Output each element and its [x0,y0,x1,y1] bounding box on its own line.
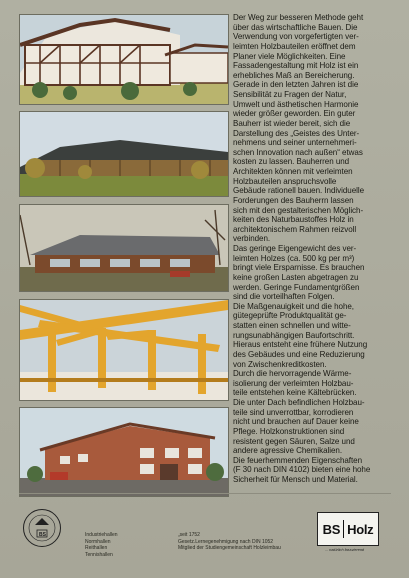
photo-timber-frame [19,299,229,401]
body-line: Darstellung des „Geistes des Unter- [233,128,360,138]
footer-divider [19,493,391,494]
body-line: leimten Holzbauteilen eröffnet dem [233,41,356,51]
product-item: Tennishallen [85,551,113,558]
body-line: Architekten können mit verleimten [233,167,353,176]
body-line: isolierung der verleimten Holzbau- [233,378,354,388]
logo-tagline: ... natürlich fassvierend [325,548,365,552]
body-line: (F 30 nach DIN 4102) bieten eine hohe [233,465,371,475]
body-line: Hieraus entsteht eine frühere Nutzung [233,340,368,350]
body-line: statten einen schnellen und witte- [233,321,351,330]
logo-separator [343,520,344,538]
body-line: gütegeprüfte Produktqualität ge- [233,311,347,321]
body-line: Das geringe Eigengewicht des ver- [233,244,357,253]
body-line: Gebäude rationell bauen. Individuelle [233,186,365,196]
body-line: Holzbauteilen anspruchsvolle [233,176,337,186]
body-line: keine großen Lasten abgetragen zu [233,272,359,282]
product-item: Reithallen [85,545,108,552]
body-line: resistent gegen Säuren, Salze und [233,436,355,446]
body-line: teile entstehen keine Kältebrücken. [233,388,357,398]
logo-right-text: Holz [347,521,374,537]
body-line: nicht und brauchen auf Dauer keine [233,417,359,427]
body-line: Durch die hervorragende Wärme- [233,369,352,379]
product-item: Normhallen [85,538,111,545]
svg-text:BS: BS [39,532,46,538]
body-line: Verwendung von vorgefertigten ver- [233,32,359,42]
photo-wood-hall [19,111,229,197]
body-line: keiten des Naturbaustoffes Holz in [233,215,354,225]
info-line: „seit 1752 [178,532,200,538]
body-line: Fassadengestaltung mit Holz ist ein [233,61,359,71]
body-line: Forderungen des Bauherrn lassen [233,195,354,205]
body-line: von Zwischenkreditkosten. [233,359,327,369]
body-line: teile sind unverrottbar, korrodieren [233,407,354,417]
body-line: rungsunabhängigen Baufortschritt. [233,330,355,340]
body-line: Die Maßgenauigkeit und die hohe, [233,301,354,311]
body-line: Die unter Dach befindlichen Holzbau- [233,398,365,407]
body-line: Bauherr ist wieder bereit, sich die [233,118,351,128]
body-line: Die feuerhemmenden Eigenschaften [233,455,363,465]
body-line: Der Weg zur besseren Methode geht [233,13,364,22]
body-line: bringt viele Ersparnisse. Es brauchen [233,263,365,273]
body-line: werden. Geringe Fundamentgrößen [233,282,360,292]
body-line: Pflege. Holzkonstruktionen sind [233,426,345,436]
body-line: nehmens und seiner unternehmeri- [233,138,357,148]
body-line: erhebliches Maß an Bereicherung. [233,70,355,80]
body-line: andere agressive Chemikalien. [233,446,343,456]
body-line: Planer viele Möglichkeiten. Eine [233,51,346,61]
body-line: verbinden. [233,234,271,244]
body-line: sich mit den gestalterischen Möglich- [233,205,364,215]
logo-left-text: BS [322,521,341,537]
body-text [233,13,403,485]
body-line: sind die vorteilhaften Folgen. [233,292,335,302]
body-line: des Gebäudes und eine Reduzierung [233,349,365,359]
photo-brick-building [19,407,229,497]
body-line: Sensibilität zu Fragen der Natur, [233,90,347,99]
body-line: architektonischem Rahmen reizvoll [233,224,357,234]
photo-timber-house [19,14,229,105]
quality-seal [22,508,62,548]
company-logo [317,512,379,546]
body-line: Sicherheit für Mensch und Material. [233,475,358,484]
body-line: leimten Holzes (ca. 500 kg per m³) [233,253,355,263]
body-line: kosten zu lassen. Bauherren und [233,157,350,167]
body-line: Umwelt und ästhetischen Harmonie [233,99,359,109]
product-item: Industriehallen [85,532,118,538]
body-line: schen Innovation nach außen“ etwas [233,147,363,157]
info-line: Mitglied der Studiengemeinschaft Holzleimbau [178,545,281,552]
body-line: wieder größer geworden. Ein guter [233,109,356,119]
body-line: über das wirtschaftliche Bauen. Die [233,22,358,32]
body-line: Gerade in den letzten Jahren ist die [233,80,359,90]
product-list [85,532,118,558]
company-info [178,532,281,552]
info-line: Gesetz.Lernegenehmigung nach DIN 1052 [178,538,274,545]
photo-riding-hall [19,204,229,292]
